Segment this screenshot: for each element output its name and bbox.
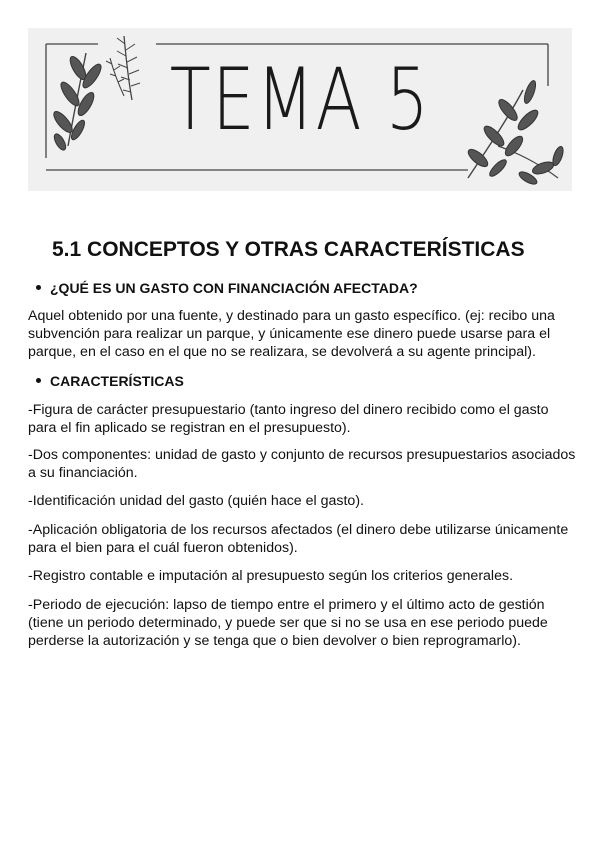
question-heading [36, 280, 418, 296]
characteristic-item-1: -Figura de carácter presupuestario (tanto ingreso del dinero recibido como el gasto para el fin aplicado se registran en el presupuesto). [28, 402, 549, 436]
banner-title: TEMA 5 [169, 50, 431, 150]
bullet-dot-icon [36, 285, 41, 290]
characteristic-item-4: -Aplicación obligatoria de los recursos afectados (el dinero debe utilizarse únicamente para el bien para el cuál fueron obtenidos). [28, 522, 569, 556]
characteristic-item-2: -Dos componentes: unidad de gasto y conjunto de recursos presupuestarios asociados a su financiación. [28, 447, 576, 481]
question-heading-text: ¿QUÉ ES UN GASTO CON FINANCIACIÓN AFECTADA? [50, 280, 418, 296]
characteristics-heading-text: CARACTERÍSTICAS [50, 373, 184, 389]
title-banner [28, 28, 572, 191]
bullet-dot-icon [36, 378, 41, 383]
characteristic-item-5: -Registro contable e imputación al presupuesto según los criterios generales. [28, 568, 514, 584]
characteristic-item-3: -Identificación unidad del gasto (quién hace el gasto). [28, 493, 364, 509]
section-title: 5.1 CONCEPTOS Y OTRAS CARACTERÍSTICAS [52, 238, 525, 261]
characteristics-heading [36, 373, 184, 389]
question-answer: Aquel obtenido por una fuente, y destinado para un gasto específico. (ej: recibo una subvención para realizar un parque, y únicamente ese dinero puede usarse para el parque, en el caso en el que no se realizara, se devolverá a su agente principal). [28, 308, 555, 360]
characteristic-item-6: -Periodo de ejecución: lapso de tiempo entre el primero y el último acto de gestión (tiene un periodo determinado, y puede ser que si no se usa en ese periodo puede perderse la autorización y se tenga que o bien devolver o bien reprogramarlo). [28, 597, 548, 649]
